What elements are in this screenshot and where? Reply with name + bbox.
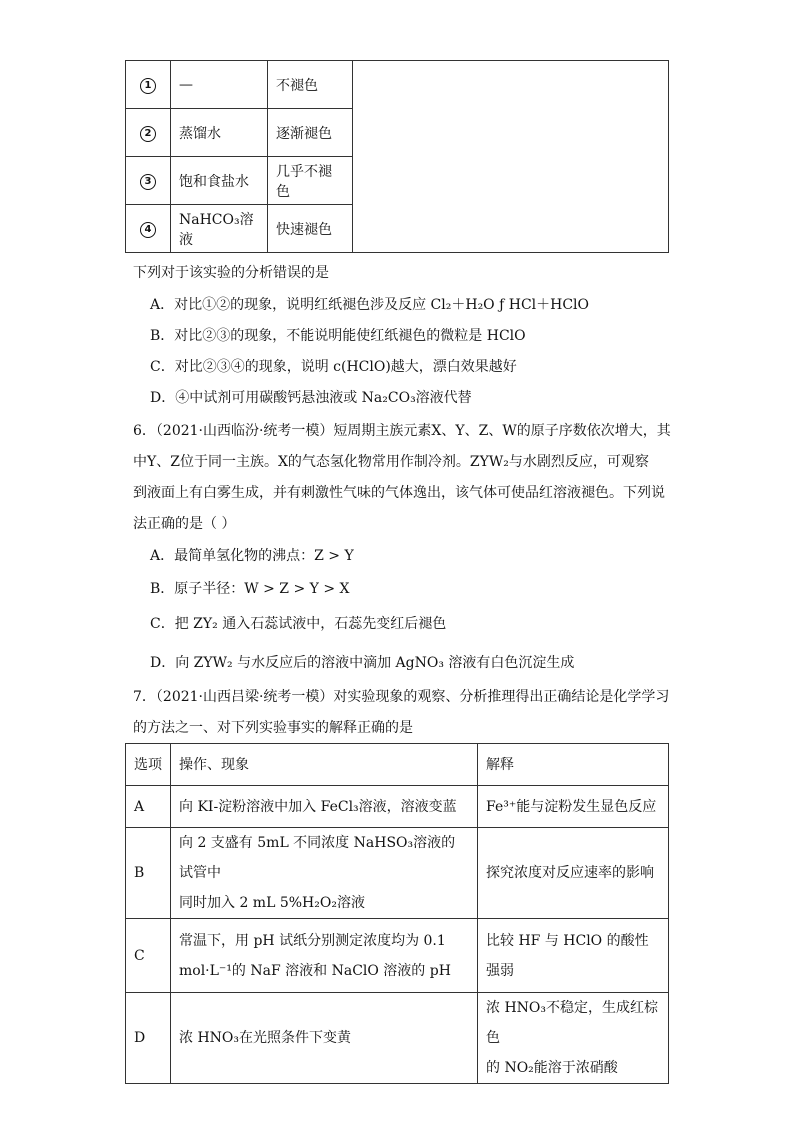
header-explanation: 解释 xyxy=(478,744,669,786)
q5-prompt: 下列对于该实验的分析错误的是 xyxy=(133,265,329,281)
table-row xyxy=(126,61,669,109)
option-cell: D xyxy=(126,993,171,1084)
explanation-cell: Fe³⁺能与淀粉发生显色反应 xyxy=(478,786,669,828)
result-cell: 逐渐褪色 xyxy=(268,109,353,157)
operation-cell: 向 2 支盛有 5mL 不同浓度 NaHSO₃溶液的试管中 同时加入 2 mL 5%H₂O₂溶液 xyxy=(171,828,478,919)
q6-stem-line-1: 6．（2021·山西临汾·统考一模）短周期主族元素X、Y、Z、W的原子序数依次增大，其 xyxy=(133,423,671,439)
experiment-table-2 xyxy=(125,743,669,1084)
explanation-cell: 比较 HF 与 HClO 的酸性强弱 xyxy=(478,919,669,993)
option-cell: C xyxy=(126,919,171,993)
row-number: 2 xyxy=(126,109,171,157)
table-row xyxy=(126,919,669,993)
q6-stem-line-3: 到液面上有白雾生成，并有刺激性气味的气体逸出，该气体可使品红溶液褪色。下列说 xyxy=(133,485,665,501)
q6-stem-line-4: 法正确的是（ ） xyxy=(133,516,236,532)
result-cell: 不褪色 xyxy=(268,61,353,109)
q6-option-c[interactable]: C．把 ZY₂ 通入石蕊试液中，石蕊先变红后褪色 xyxy=(150,616,447,632)
header-option: 选项 xyxy=(126,744,171,786)
table-row xyxy=(126,828,669,919)
option-cell: B xyxy=(126,828,171,919)
experiment-table-1 xyxy=(125,60,669,253)
reagent-cell: 蒸馏水 xyxy=(171,109,268,157)
q7-stem-line-2: 的方法之一、对下列实验事实的解释正确的是 xyxy=(133,720,413,736)
q5-option-c[interactable]: C．对比②③④的现象，说明 c(HClO)越大，漂白效果越好 xyxy=(150,359,517,375)
q6-option-d[interactable]: D．向 ZYW₂ 与水反应后的溶液中滴加 AgNO₃ 溶液有白色沉淀生成 xyxy=(150,655,575,671)
result-cell: 几乎不褪色 xyxy=(268,157,353,205)
q6-option-a[interactable]: A．最简单氢化物的沸点：Z > Y xyxy=(150,548,354,564)
operation-cell: 常温下，用 pH 试纸分别测定浓度均为 0.1 mol·L⁻¹的 NaF 溶液和 NaClO 溶液的 pH xyxy=(171,919,478,993)
table-header-row xyxy=(126,744,669,786)
row-number: 3 xyxy=(126,157,171,205)
option-cell: A xyxy=(126,786,171,828)
reagent-cell: 饱和食盐水 xyxy=(171,157,268,205)
operation-cell: 向 KI-淀粉溶液中加入 FeCl₃溶液，溶液变蓝 xyxy=(171,786,478,828)
q6-stem-line-2: 中Y、Z位于同一主族。X的气态氢化物常用作制冷剂。ZYW₂与水剧烈反应，可观察 xyxy=(133,454,649,470)
q5-option-b[interactable]: B．对比②③的现象，不能说明能使红纸褪色的微粒是 HClO xyxy=(150,328,526,344)
operation-cell: 浓 HNO₃在光照条件下变黄 xyxy=(171,993,478,1084)
table-row xyxy=(126,786,669,828)
row-number: 1 xyxy=(126,61,171,109)
reagent-cell: NaHCO₃溶液 xyxy=(171,205,268,253)
row-number: 4 xyxy=(126,205,171,253)
q7-stem-line-1: 7．（2021·山西吕梁·统考一模）对实验现象的观察、分析推理得出正确结论是化学学习 xyxy=(133,689,670,705)
reagent-cell: — xyxy=(171,61,268,109)
q5-option-a[interactable]: A．对比①②的现象，说明红纸褪色涉及反应 Cl₂＋H₂O ƒ HCl＋HClO xyxy=(150,297,590,313)
explanation-cell: 浓 HNO₃不稳定，生成红棕色 的 NO₂能溶于浓硝酸 xyxy=(478,993,669,1084)
q6-option-b[interactable]: B．原子半径：W > Z > Y > X xyxy=(150,581,350,597)
table-row xyxy=(126,993,669,1084)
blank-cell xyxy=(353,61,669,253)
explanation-cell: 探究浓度对反应速率的影响 xyxy=(478,828,669,919)
header-operation: 操作、现象 xyxy=(171,744,478,786)
q5-option-d[interactable]: D．④中试剂可用碳酸钙悬浊液或 Na₂CO₃溶液代替 xyxy=(150,390,472,406)
result-cell: 快速褪色 xyxy=(268,205,353,253)
